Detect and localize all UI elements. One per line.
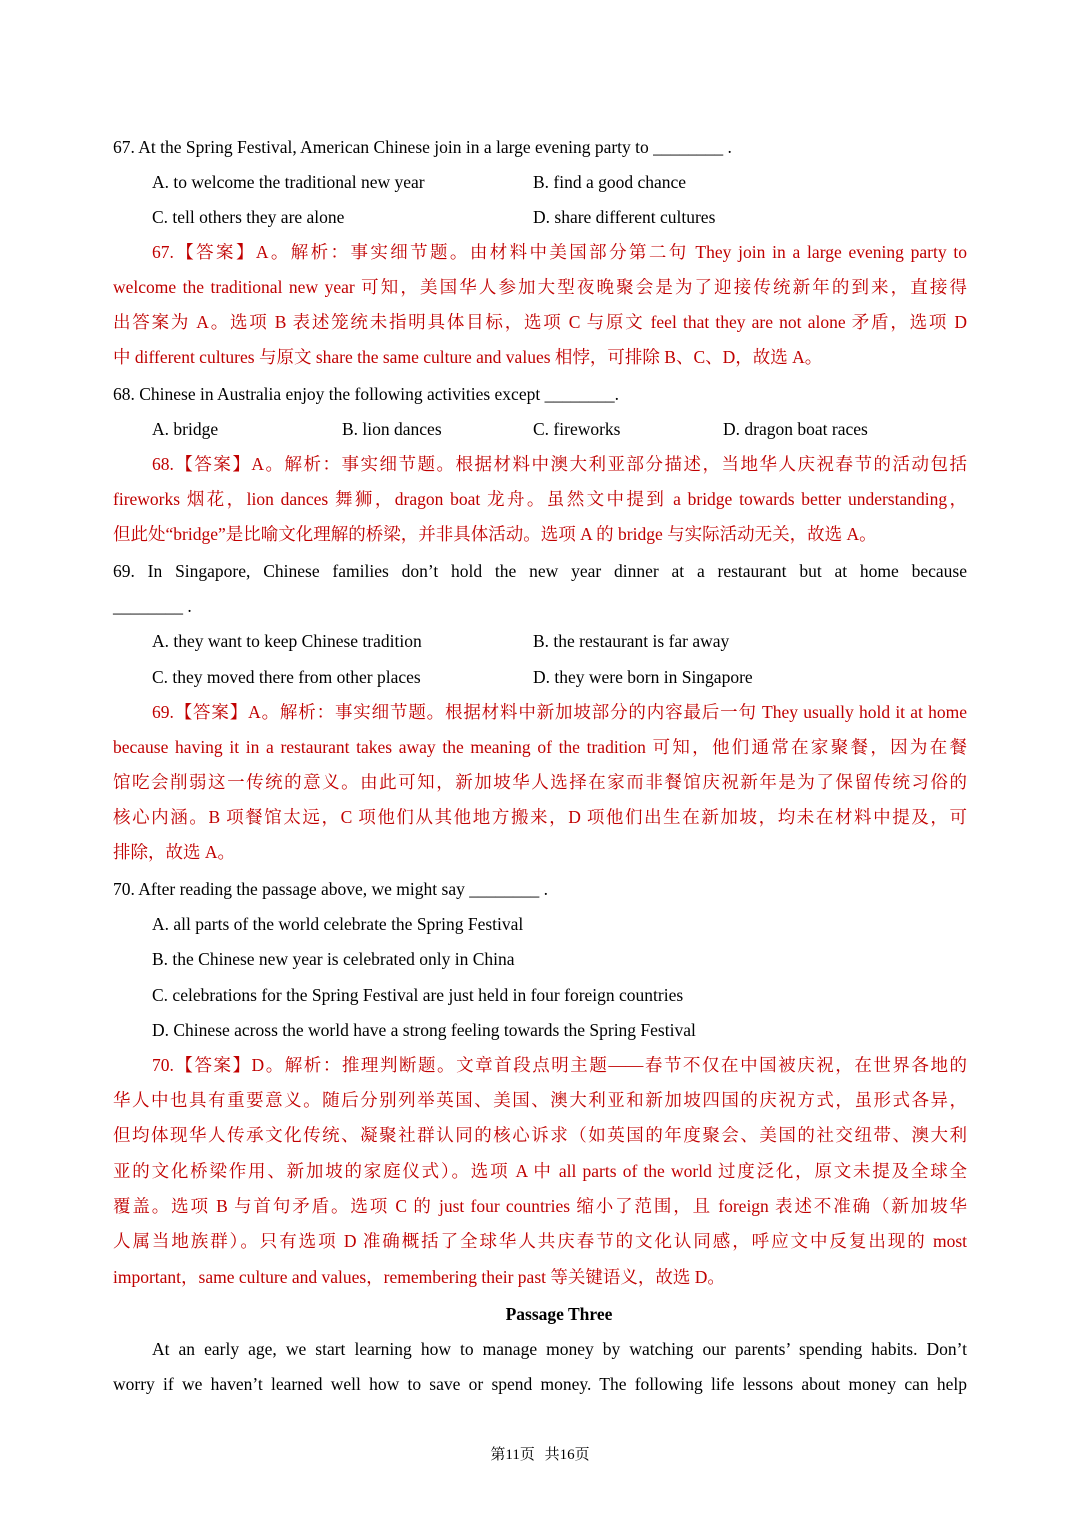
q70-analysis-line: 但均体现华人传承文化传统、凝聚社群认同的核心诉求（如英国的年度聚会、美国的社交纽带、澳大利	[113, 1125, 967, 1145]
page-footer: 第11页 共16页	[490, 1447, 590, 1463]
q69-analysis-line: 馆吃会削弱这一传统的意义。由此可知，新加坡华人选择在家而非餐馆庆祝新年是为了保留传统习俗的	[113, 772, 967, 792]
passage-line: At an early age, we start learning how to manage money by watching our parents’ spending habits. Don’t	[152, 1339, 967, 1359]
q69-analysis-line: 核心内涵。B 项餐馆太远，C 项他们从其他地方搬来，D 项他们出生在新加坡，均未在材料中提及，可	[113, 807, 967, 827]
q70-stem: 70. After reading the passage above, we might say ________ .	[113, 879, 548, 899]
q67-analysis-line: welcome the traditional new year 可知，美国华人参加大型夜晚聚会是为了迎接传统新年的到来，直接得	[113, 277, 967, 297]
q70-option-c: C. celebrations for the Spring Festival are just held in four foreign countries	[152, 985, 684, 1005]
passage-line: worry if we haven’t learned well how to save or spend money. The following life lessons about money can help	[113, 1374, 967, 1394]
q68-option-c: C. fireworks	[533, 419, 621, 439]
q67-option-b: B. find a good chance	[533, 172, 687, 192]
q70-analysis-line: 亚的文化桥梁作用、新加坡的家庭仪式）。选项 A 中 all parts of the world 过度泛化，原文未提及全球全	[113, 1161, 967, 1181]
q69-option-c: C. they moved there from other places	[152, 667, 421, 687]
q69-stem: 69. In Singapore, Chinese families don’t hold the new year dinner at a restaurant but at home because	[113, 561, 967, 581]
q70-analysis-line: 人属当地族群）。只有选项 D 准确概括了全球华人共庆春节的文化认同感，呼应文中反复出现的 most	[113, 1231, 967, 1251]
q67-analysis-line: 67.【答案】A。解析：事实细节题。由材料中美国部分第二句 They join in a large evening party to	[152, 242, 967, 262]
passage-title: Passage Three	[505, 1304, 613, 1324]
q67-analysis-line: 出答案为 A。选项 B 表述笼统未指明具体目标，选项 C 与原文 feel that they are not alone 矛盾，选项 D	[113, 312, 967, 332]
q67-option-c: C. tell others they are alone	[152, 207, 345, 227]
q68-analysis-line: 但此处“bridge”是比喻文化理解的桥梁，并非具体活动。选项 A 的 bridge 与实际活动无关，故选 A。	[113, 524, 877, 544]
q70-analysis-line: 华人中也具有重要意义。随后分别列举英国、美国、澳大利亚和新加坡四国的庆祝方式，虽形式各异，	[113, 1090, 967, 1110]
q68-option-a: A. bridge	[152, 419, 219, 439]
q70-option-b: B. the Chinese new year is celebrated only in China	[152, 949, 515, 969]
q67-option-d: D. share different cultures	[533, 207, 716, 227]
q70-analysis-line: 70.【答案】D。解析：推理判断题。文章首段点明主题——春节不仅在中国被庆祝，在世界各地的	[152, 1055, 967, 1075]
q69-analysis-line: 69.【答案】A。解析：事实细节题。根据材料中新加坡部分的内容最后一句 They usually hold it at home	[152, 702, 967, 722]
q68-stem: 68. Chinese in Australia enjoy the following activities except ________.	[113, 384, 619, 404]
q68-analysis-line: fireworks 烟花，lion dances 舞狮，dragon boat 龙舟。虽然文中提到 a bridge towards better understanding，	[113, 489, 967, 509]
q67-stem: 67. At the Spring Festival, American Chinese join in a large evening party to ________ .	[113, 137, 732, 157]
q70-analysis-line: important，same culture and values，remembering their past 等关键语义，故选 D。	[113, 1267, 725, 1287]
q69-option-d: D. they were born in Singapore	[533, 667, 753, 687]
q68-option-b: B. lion dances	[342, 419, 442, 439]
q67-option-a: A. to welcome the traditional new year	[152, 172, 425, 192]
q69-stem-blank: ________ .	[113, 596, 192, 616]
q69-option-b: B. the restaurant is far away	[533, 631, 730, 651]
q70-option-d: D. Chinese across the world have a strong feeling towards the Spring Festival	[152, 1020, 696, 1040]
q69-option-a: A. they want to keep Chinese tradition	[152, 631, 422, 651]
q69-analysis-line: 排除，故选 A。	[113, 842, 236, 862]
q67-analysis-line: 中 different cultures 与原文 share the same culture and values 相悖，可排除 B、C、D，故选 A。	[113, 347, 823, 367]
q70-analysis-line: 覆盖。选项 B 与首句矛盾。选项 C 的 just four countries 缩小了范围，且 foreign 表述不准确（新加坡华	[113, 1196, 967, 1216]
q69-analysis-line: because having it in a restaurant takes away the meaning of the tradition 可知，他们通常在家聚餐，因为在餐	[113, 737, 967, 757]
q68-analysis-line: 68.【答案】A。解析：事实细节题。根据材料中澳大利亚部分描述，当地华人庆祝春节的活动包括	[152, 454, 967, 474]
q68-option-d: D. dragon boat races	[723, 419, 868, 439]
q70-option-a: A. all parts of the world celebrate the Spring Festival	[152, 914, 524, 934]
